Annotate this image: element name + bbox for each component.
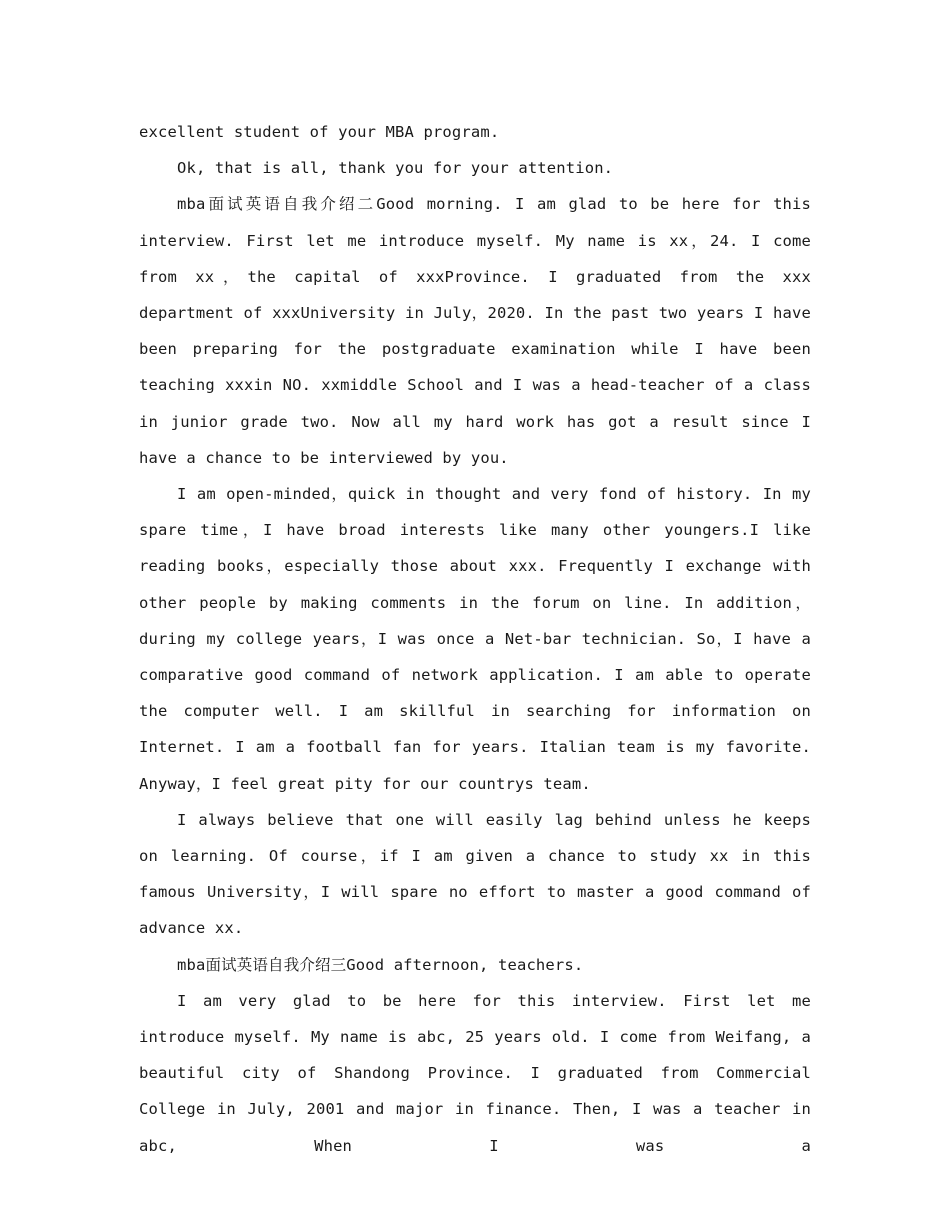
paragraph-7: I am very glad to be here for this interview. First let me introduce myself. My name is abc, 25 years old. I come from Weifang, a beautiful city of Shandong Province. I graduated from Commercial College in July, 2001 and major in finance. Then, I was a teacher in abc, When I was a <box>139 991 811 1155</box>
paragraph-6: mba面试英语自我介绍三Good afternoon, teachers. <box>177 955 584 974</box>
paragraph-3: mba面试英语自我介绍二Good morning. I am glad to be here for this interview. First let me introduce myself. My name is xx，24. I come from xx，the capital of xxxProvince. I graduated from the xxx department of xxxUniversity in July，2020. In the past two years I have been preparing for the postgraduate examination while I have been teaching xxxin NO. xxmiddle School and I was a head-teacher of a class in junior grade two. Now all my hard work has got a result since I have a chance to be interviewed by you. <box>139 195 811 467</box>
document-body <box>139 114 811 1164</box>
paragraph-2: Ok, that is all, thank you for your attention. <box>177 159 614 178</box>
paragraph-1: excellent student of your MBA program. <box>139 123 500 141</box>
paragraph-4: I am open-minded，quick in thought and very fond of history. In my spare time，I have broad interests like many other youngers.I like reading books，especially those about xxx. Frequently I exchange with other people by making comments in the forum on line. In addition，during my college years，I was once a Net-bar technician. So，I have a comparative good command of network application. I am able to operate the computer well. I am skillful in searching for information on Internet. I am a football fan for years. Italian team is my favorite. Anyway，I feel great pity for our countrys team. <box>139 485 811 793</box>
paragraph-5: I always believe that one will easily lag behind unless he keeps on learning. Of course，if I am given a chance to study xx in this famous University，I will spare no effort to master a good command of advance xx. <box>139 810 811 938</box>
